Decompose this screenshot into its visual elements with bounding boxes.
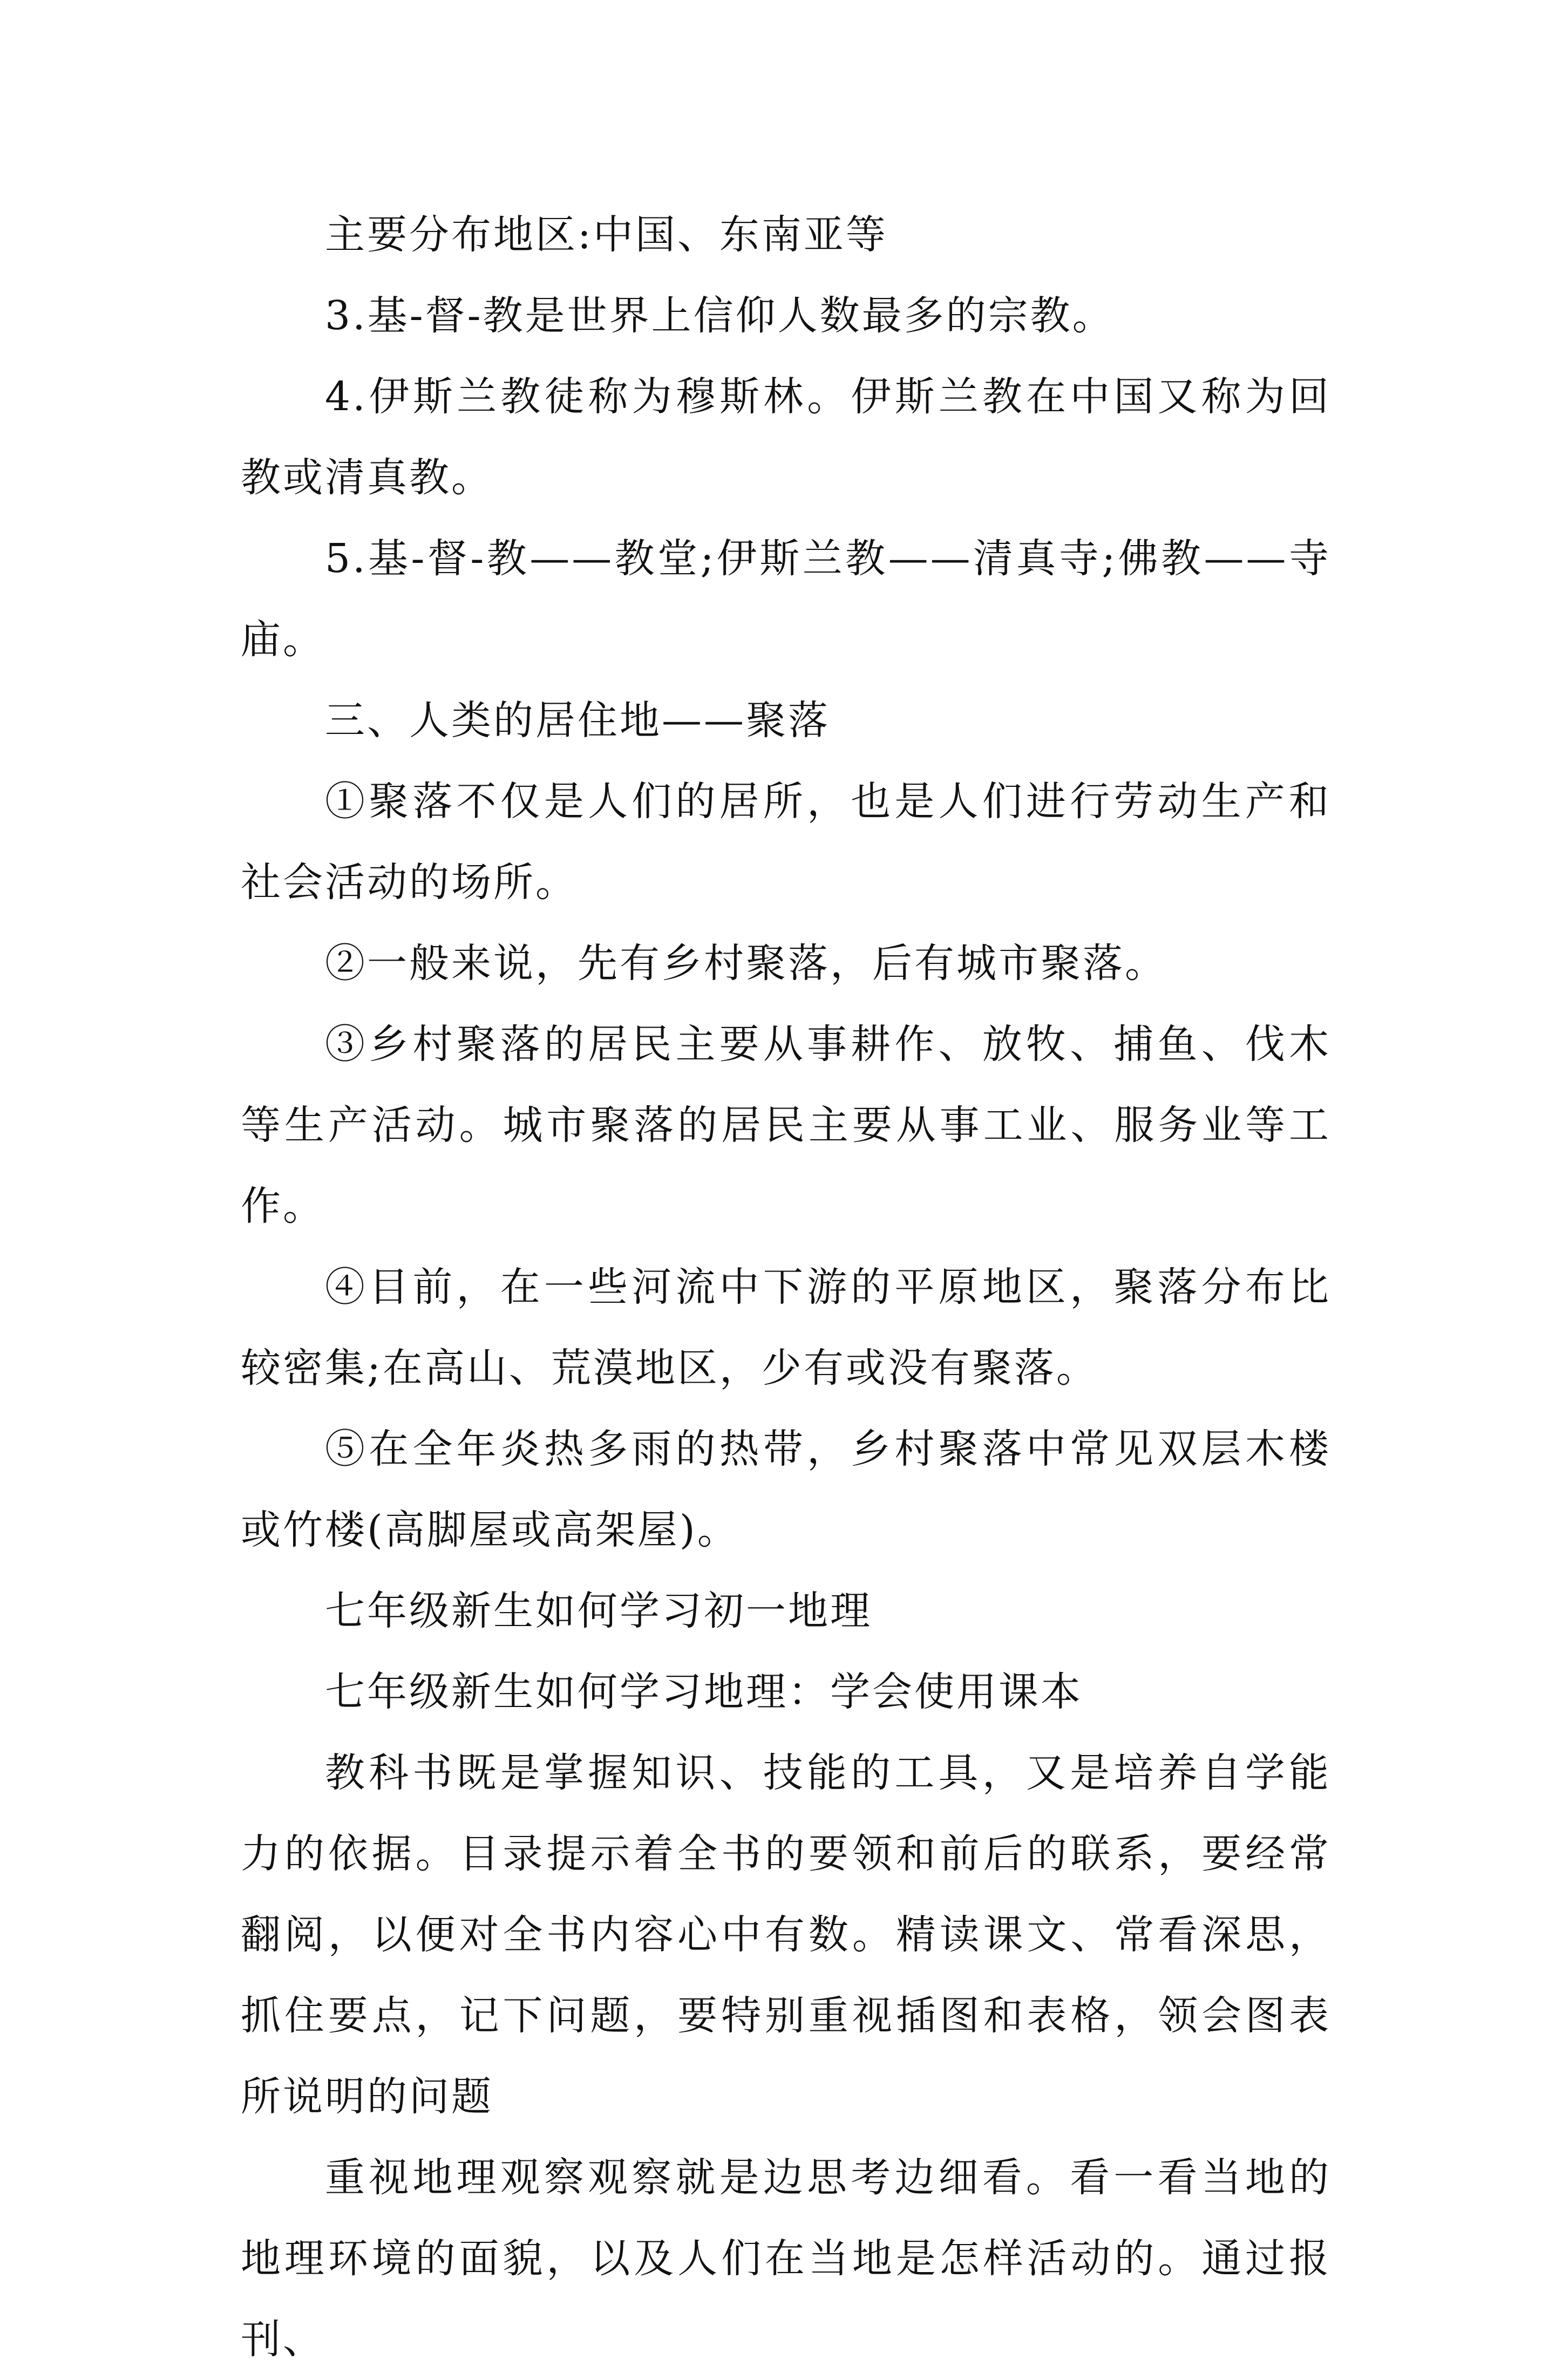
section-heading-settlement: 三、人类的居住地——聚落 (325, 697, 830, 744)
subheading-use-textbook: 七年级新生如何学习地理：学会使用课本 (325, 1669, 1083, 1715)
paragraph-item-4: 4.伊斯兰教徒称为穆斯林。伊斯兰教在中国又称为回教或清真教。 (241, 373, 1331, 501)
paragraph-point-1: ①聚落不仅是人们的居所，也是人们进行劳动生产和社会活动的场所。 (241, 778, 1331, 906)
paragraph-observation: 重视地理观察观察就是边思考边细看。看一看当地的地理环境的面貌，以及人们在当地是怎样活动的。通过报刊、 (241, 2154, 1331, 2363)
paragraph-point-2: ②一般来说，先有乡村聚落，后有城市聚落。 (325, 940, 1167, 987)
paragraph-point-3: ③乡村聚落的居民主要从事耕作、放牧、捕鱼、伐木等生产活动。城市聚落的居民主要从事工业、服务业等工作。 (241, 1021, 1331, 1229)
paragraph-point-4: ④目前，在一些河流中下游的平原地区，聚落分布比较密集;在高山、荒漠地区，少有或没有聚落。 (241, 1264, 1331, 1391)
paragraph-textbook: 教科书既是掌握知识、技能的工具，又是培养自学能力的依据。目录提示着全书的要领和前后的联系，要经常翻阅，以便对全书内容心中有数。精读课文、常看深思，抓住要点，记下问题，要特别重视插图和表格，领会图表所说明的问题 (241, 1750, 1331, 2120)
paragraph-item-3: 3.基-督-教是世界上信仰人数最多的宗教。 (325, 293, 1115, 339)
document-body (241, 194, 1331, 2380)
paragraph-item-5: 5.基-督-教——教堂;伊斯兰教——清真寺;佛教——寺庙。 (241, 535, 1331, 663)
heading-how-to-learn: 七年级新生如何学习初一地理 (325, 1588, 872, 1634)
paragraph-point-5: ⑤在全年炎热多雨的热带，乡村聚落中常见双层木楼或竹楼(高脚屋或高架屋)。 (241, 1426, 1331, 1553)
paragraph-distribution: 主要分布地区:中国、东南亚等 (325, 212, 888, 258)
